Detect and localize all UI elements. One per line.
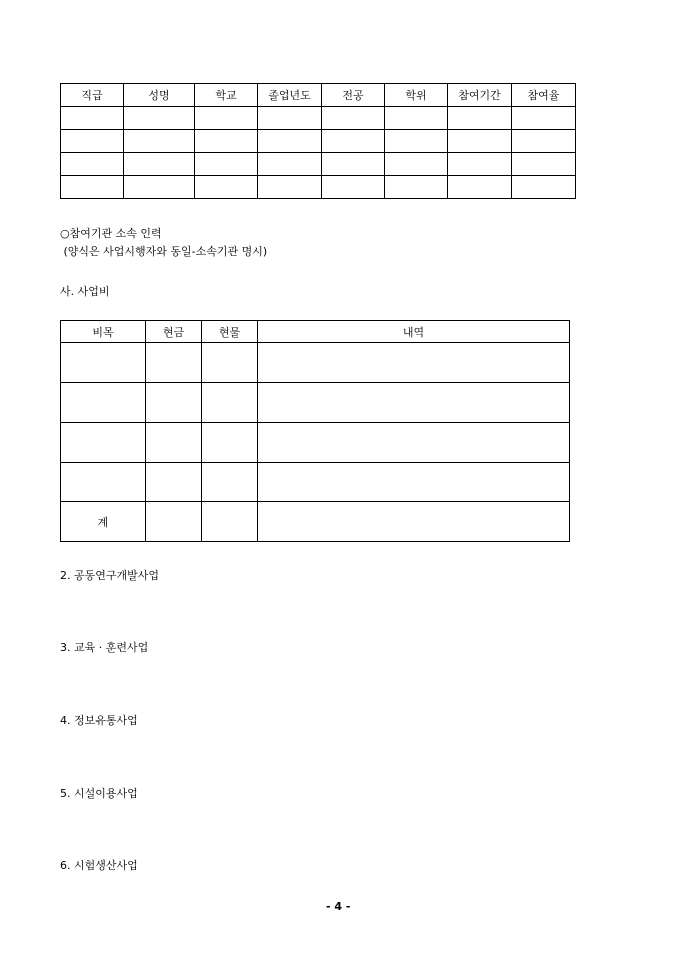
section-heading: 4. 정보유통사업 — [60, 714, 138, 727]
total-label: 계 — [61, 502, 146, 542]
table-row — [61, 130, 576, 153]
header-cell: 참여율 — [512, 84, 576, 107]
staff-table — [60, 83, 576, 199]
header-cell: 졸업년도 — [258, 84, 322, 107]
affiliated-title: ○참여기관 소속 인력 — [60, 227, 162, 240]
table-row — [61, 176, 576, 199]
header-cell: 현물 — [202, 321, 258, 343]
table-row — [61, 463, 570, 502]
header-cell: 현금 — [146, 321, 202, 343]
header-cell: 학위 — [385, 84, 448, 107]
header-cell: 참여기간 — [448, 84, 512, 107]
budget-header-row — [61, 321, 570, 343]
staff-header-row — [61, 84, 576, 107]
table-row — [61, 423, 570, 463]
header-cell: 학교 — [195, 84, 258, 107]
page-number: - 4 - — [326, 900, 351, 913]
total-row — [61, 502, 570, 542]
budget-table — [60, 320, 570, 542]
header-cell: 내역 — [258, 321, 570, 343]
affiliated-detail: (양식은 사업시행자와 동일-소속기관 명시) — [60, 245, 268, 258]
header-cell: 직급 — [61, 84, 124, 107]
table-row — [61, 383, 570, 423]
section-heading: 2. 공동연구개발사업 — [60, 569, 159, 582]
budget-title: 사. 사업비 — [60, 285, 110, 298]
section-heading: 3. 교육 · 훈련사업 — [60, 641, 149, 654]
section-heading: 6. 시험생산사업 — [60, 859, 138, 872]
header-cell: 성명 — [124, 84, 195, 107]
section-heading: 5. 시설이용사업 — [60, 787, 138, 800]
header-cell: 전공 — [322, 84, 385, 107]
header-cell: 비목 — [61, 321, 146, 343]
table-row — [61, 107, 576, 130]
table-row — [61, 343, 570, 383]
table-row — [61, 153, 576, 176]
